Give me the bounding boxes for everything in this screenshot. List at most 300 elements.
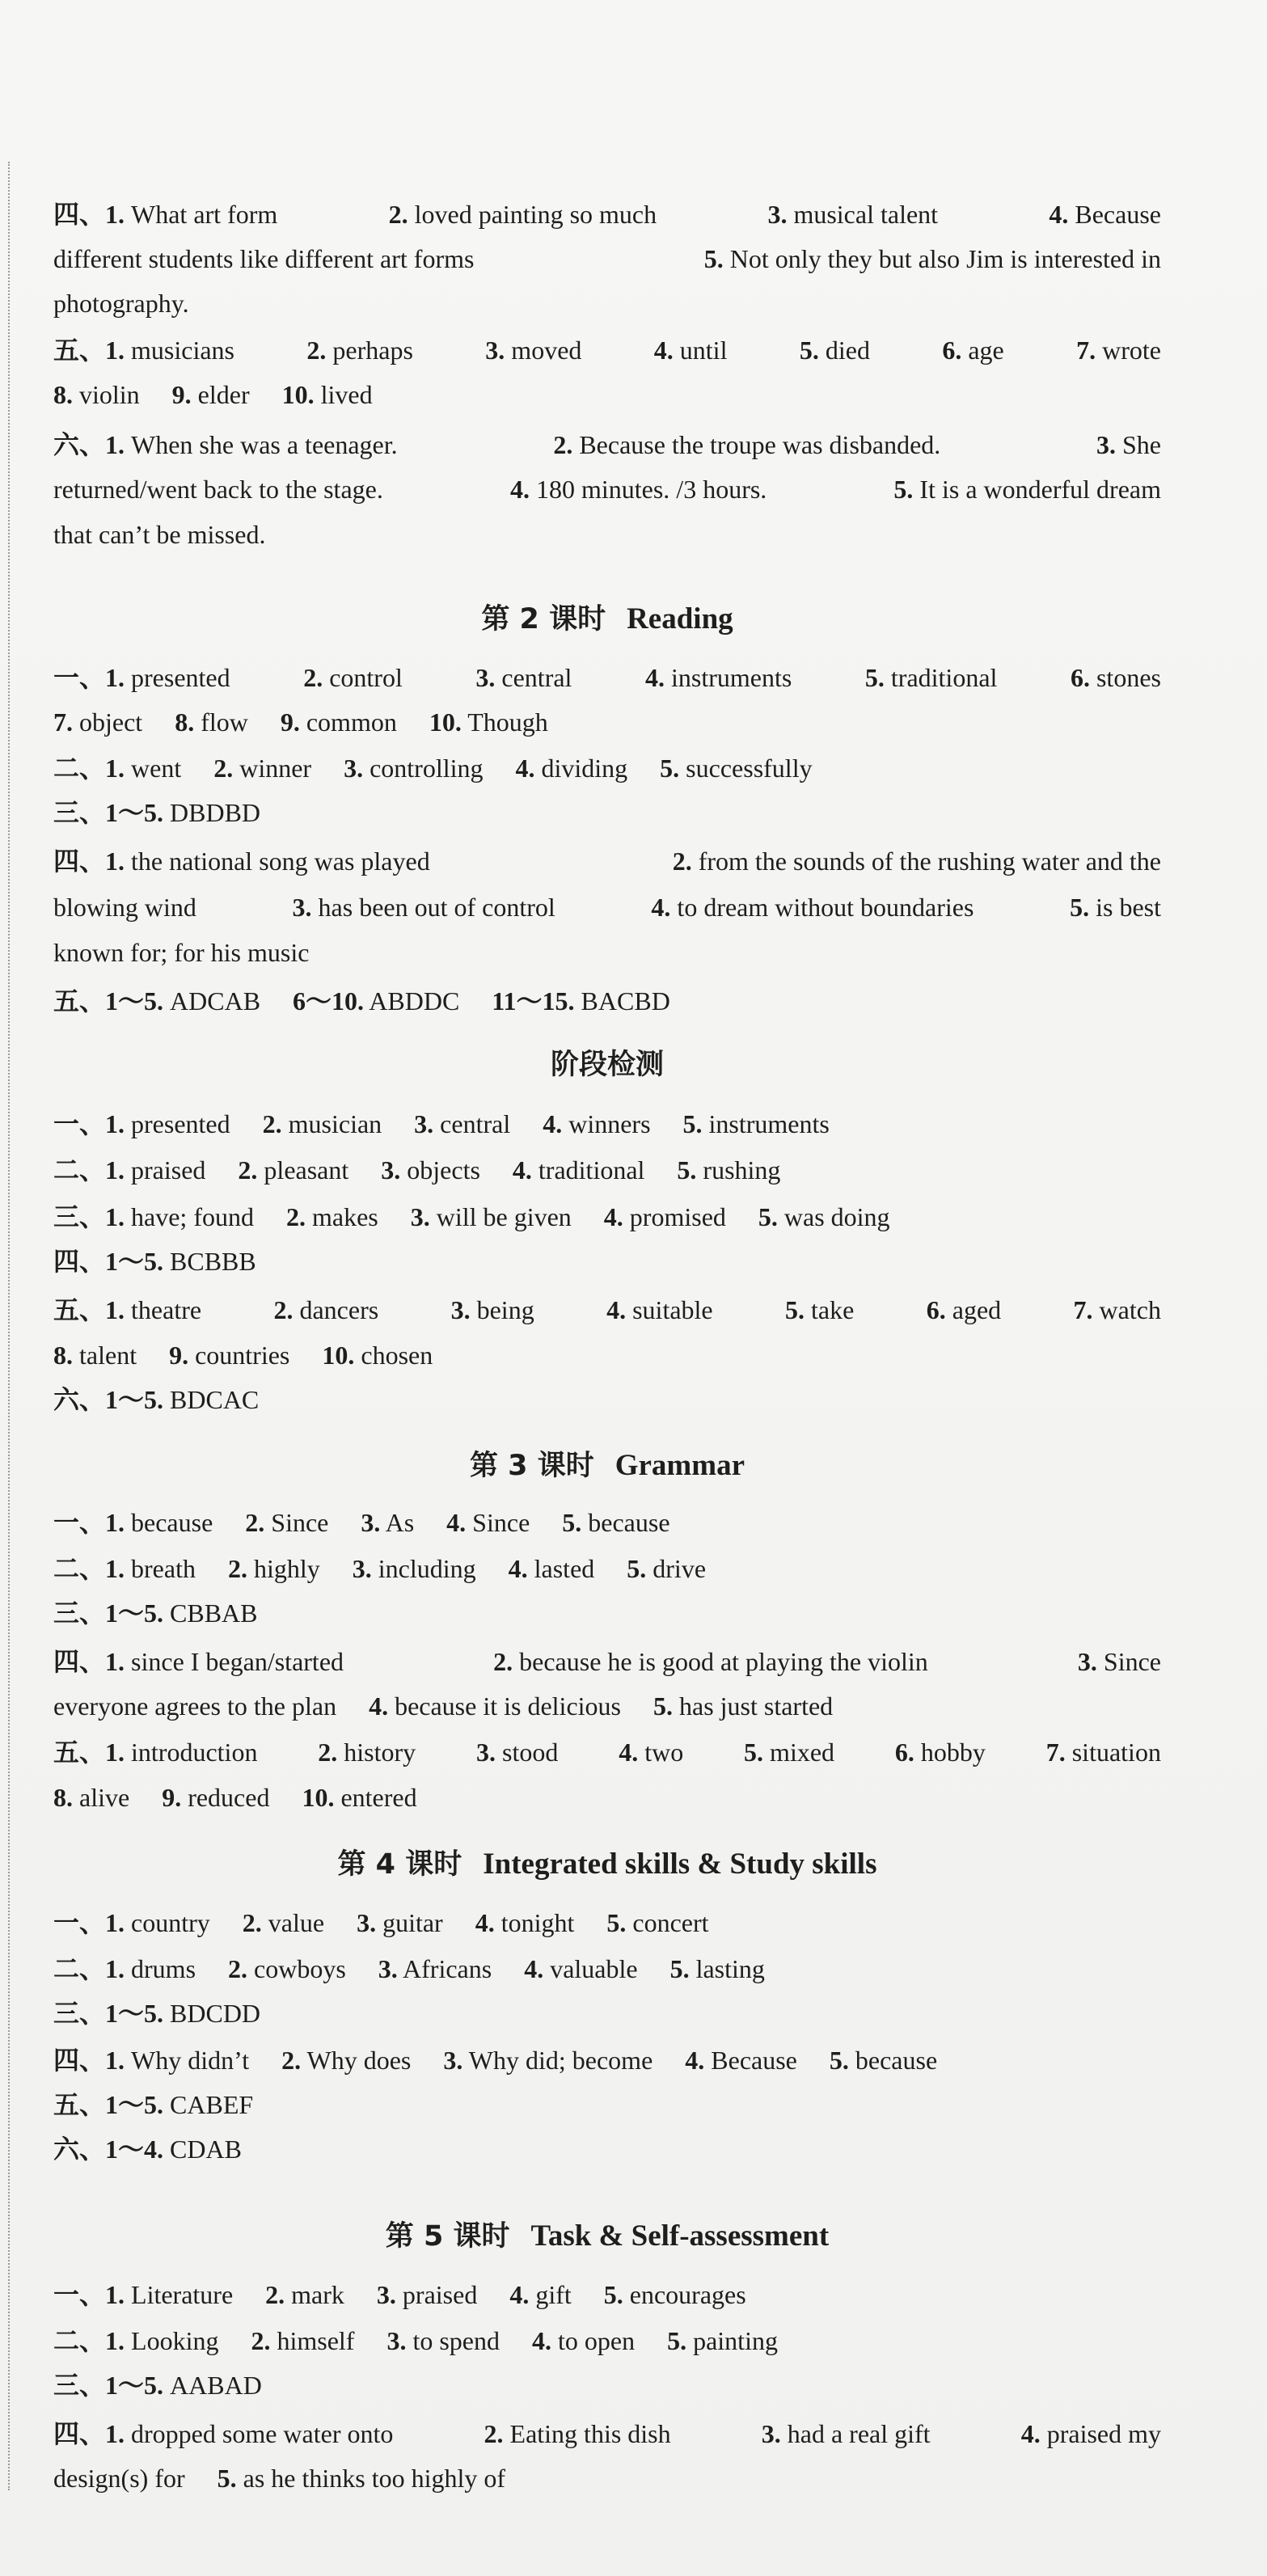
answer-item: 5. drive bbox=[627, 1554, 707, 1583]
answer-item: 五、1～5. CABEF bbox=[53, 2090, 254, 2119]
item-number: 一、1. bbox=[53, 2280, 125, 2309]
answer-line bbox=[53, 746, 813, 791]
item-number: 5. bbox=[1070, 893, 1090, 922]
answer-line bbox=[53, 1195, 890, 1239]
answer-line bbox=[53, 700, 548, 745]
answer-item: different students like different art forms bbox=[53, 244, 475, 273]
answer-item: known for; for his music bbox=[53, 938, 310, 967]
item-number: 10. bbox=[429, 707, 462, 737]
item-number: 5. bbox=[744, 1738, 764, 1767]
answer-item: 六、1～4. CDAB bbox=[53, 2135, 242, 2164]
item-number: 3. bbox=[292, 893, 312, 922]
answer-line bbox=[53, 1378, 259, 1422]
answer-item: 4. because it is delicious bbox=[369, 1691, 621, 1721]
answer-item: 3. stood bbox=[476, 1738, 559, 1767]
answer-item: 8. violin bbox=[53, 380, 140, 409]
item-number: 3. bbox=[767, 200, 788, 229]
answer-line bbox=[53, 2456, 505, 2501]
answer-item: 4. lasted bbox=[508, 1554, 595, 1583]
answer-item: 5. It is a wonderful dream bbox=[893, 475, 1161, 504]
item-number: 5. bbox=[682, 1109, 703, 1138]
answer-item: 2. cowboys bbox=[228, 1954, 346, 1983]
item-number: 四、1. bbox=[53, 2419, 125, 2448]
answer-item: 6. aged bbox=[926, 1295, 1002, 1324]
answer-item: 2. Why does bbox=[281, 2046, 412, 2075]
item-number: 四、1～5. bbox=[53, 1247, 164, 1276]
item-number: 三、1～5. bbox=[53, 1598, 164, 1628]
answer-item: 四、1～5. BCBBB bbox=[53, 1247, 256, 1276]
answer-line bbox=[53, 2127, 242, 2172]
item-number: 5. bbox=[799, 336, 819, 365]
item-number: 4. bbox=[1049, 200, 1069, 229]
item-number: 2. bbox=[242, 1908, 262, 1937]
section-heading-cn: 第 5 课时 bbox=[385, 2220, 510, 2253]
item-number: 2. bbox=[251, 2326, 271, 2355]
item-number: 四、1. bbox=[53, 2046, 125, 2075]
answer-item: 6. stones bbox=[1070, 663, 1161, 692]
item-number: 五、1. bbox=[53, 1738, 125, 1767]
item-number: 3. bbox=[410, 1202, 430, 1231]
item-number: 4. bbox=[619, 1738, 639, 1767]
answer-item: 4. praised my bbox=[1020, 2419, 1161, 2448]
answer-item: 三、1. have; found bbox=[53, 1202, 254, 1231]
item-number: 4. bbox=[531, 2326, 551, 2355]
answer-item: 11～15. BACBD bbox=[492, 986, 670, 1016]
item-number: 5. bbox=[758, 1202, 778, 1231]
item-number: 六、1. bbox=[53, 430, 125, 459]
item-number: 3. bbox=[357, 1908, 377, 1937]
item-number: 7. bbox=[1045, 1738, 1066, 1767]
answer-item: 5. as he thinks too highly of bbox=[217, 2464, 506, 2493]
answer-item: 5. died bbox=[799, 336, 870, 365]
item-number: 9. bbox=[162, 1783, 182, 1812]
answer-item: 六、1～5. BDCAC bbox=[53, 1385, 260, 1414]
item-number: 4. bbox=[645, 663, 665, 692]
answer-item: 4. gift bbox=[509, 2280, 572, 2309]
item-number: 8. bbox=[53, 1341, 73, 1370]
item-number: 4. bbox=[543, 1109, 563, 1138]
item-number: 四、1. bbox=[53, 847, 125, 876]
answer-line bbox=[53, 1591, 258, 1636]
answer-item: 2. makes bbox=[285, 1202, 378, 1231]
item-number: 4. bbox=[512, 1155, 532, 1185]
item-number: 一、1. bbox=[53, 1508, 125, 1537]
item-number: 2. bbox=[388, 200, 408, 229]
answer-item: 5. was doing bbox=[758, 1202, 890, 1231]
item-number: 二、1. bbox=[53, 1554, 125, 1583]
item-number: 4. bbox=[509, 475, 530, 504]
section-heading bbox=[53, 1043, 1161, 1087]
answer-line bbox=[53, 1148, 780, 1193]
answer-line bbox=[53, 2319, 778, 2363]
item-number: 二、1. bbox=[53, 1155, 125, 1185]
answer-item: 4. to open bbox=[531, 2326, 636, 2355]
item-number: 4. bbox=[369, 1691, 389, 1721]
item-number: 一、1. bbox=[53, 1109, 125, 1138]
item-number: 5. bbox=[217, 2464, 237, 2493]
answer-item: 4. until bbox=[653, 336, 728, 365]
item-number: 4. bbox=[603, 1202, 623, 1231]
item-number: 6. bbox=[926, 1295, 946, 1324]
item-number: 2. bbox=[281, 2046, 302, 2075]
answer-item: 2. control bbox=[303, 663, 403, 692]
answer-item: 六、1. When she was a teenager. bbox=[53, 430, 398, 459]
answer-line bbox=[53, 2273, 746, 2317]
answer-item: 4. valuable bbox=[524, 1954, 638, 1983]
answer-item: 2. because he is good at playing the violin bbox=[493, 1647, 928, 1676]
answer-item: 8. talent bbox=[53, 1341, 137, 1370]
item-number: 2. bbox=[672, 847, 692, 876]
item-number: 5. bbox=[703, 244, 724, 273]
item-number: 3. bbox=[485, 336, 505, 365]
answer-item: 二、1. praised bbox=[53, 1155, 206, 1185]
answer-line bbox=[53, 656, 1161, 700]
item-number: 三、1. bbox=[53, 1202, 125, 1231]
answer-item: 5. lasting bbox=[669, 1954, 765, 1983]
answer-item: 5. take bbox=[785, 1295, 855, 1324]
answer-item: 2. musician bbox=[262, 1109, 382, 1138]
item-number: 4. bbox=[508, 1554, 528, 1583]
answer-item: 4. to dream without boundaries bbox=[651, 893, 974, 922]
item-number: 二、1. bbox=[53, 1954, 125, 1983]
answer-item: 3. Africans bbox=[378, 1954, 492, 1983]
item-number: 4. bbox=[1020, 2419, 1041, 2448]
item-number: 4. bbox=[651, 893, 671, 922]
section-heading bbox=[53, 597, 1161, 642]
answer-item: design(s) for bbox=[53, 2464, 185, 2493]
answer-item: 4. two bbox=[619, 1738, 684, 1767]
answer-line bbox=[53, 839, 1161, 884]
answer-item: 3. Since bbox=[1077, 1647, 1161, 1676]
item-number: 一、1. bbox=[53, 1908, 125, 1937]
answer-item: 2. highly bbox=[227, 1554, 320, 1583]
answer-item: 二、1. breath bbox=[53, 1554, 196, 1583]
item-number: 2. bbox=[262, 1109, 282, 1138]
answer-item: 3. She bbox=[1096, 430, 1161, 459]
answer-line bbox=[53, 791, 260, 835]
answer-item: 7. object bbox=[53, 707, 143, 737]
answer-line bbox=[53, 1102, 830, 1147]
section-heading-en: Grammar bbox=[614, 1449, 745, 1482]
answer-item: 一、1. presented bbox=[53, 1109, 230, 1138]
answer-line bbox=[53, 328, 1161, 373]
item-number: 三、1～5. bbox=[53, 1999, 164, 2028]
item-number: 9. bbox=[171, 380, 192, 409]
item-number: 9. bbox=[280, 707, 300, 737]
answer-line bbox=[53, 885, 1161, 930]
answer-item: 4. instruments bbox=[645, 663, 792, 692]
answer-item: 5. Not only they but also Jim is interested in bbox=[703, 244, 1161, 273]
answer-item: 3. objects bbox=[381, 1155, 480, 1185]
item-number: 五、1～5. bbox=[53, 2090, 164, 2119]
answer-item: 2. Since bbox=[245, 1508, 329, 1537]
item-number: 11～15. bbox=[492, 986, 575, 1016]
answer-line bbox=[53, 2038, 937, 2083]
answer-item: 三、1～5. AABAD bbox=[53, 2371, 262, 2400]
answer-item: 4. dividing bbox=[515, 754, 628, 783]
item-number: 3. bbox=[378, 1954, 398, 1983]
answer-item: 五、1. introduction bbox=[53, 1738, 258, 1767]
item-number: 五、1. bbox=[53, 336, 125, 365]
answer-line bbox=[53, 513, 265, 557]
answer-item: 3. Why did; become bbox=[443, 2046, 653, 2075]
item-number: 2. bbox=[306, 336, 327, 365]
answer-line bbox=[53, 1776, 417, 1820]
item-number: 二、1. bbox=[53, 754, 125, 783]
item-number: 5. bbox=[606, 1908, 627, 1937]
answer-line bbox=[53, 1501, 670, 1545]
item-number: 6. bbox=[894, 1738, 914, 1767]
item-number: 4. bbox=[653, 336, 674, 365]
answer-item: 3. central bbox=[475, 663, 572, 692]
item-number: 5. bbox=[562, 1508, 582, 1537]
section-heading-en: Reading bbox=[627, 602, 733, 636]
item-number: 5. bbox=[669, 1954, 690, 1983]
answer-item: 5. traditional bbox=[864, 663, 998, 692]
item-number: 四、1. bbox=[53, 200, 125, 229]
answer-item: 3. including bbox=[352, 1554, 476, 1583]
answer-item: 一、1. presented bbox=[53, 663, 230, 692]
answer-item: 3. will be given bbox=[410, 1202, 572, 1231]
item-number: 六、1～5. bbox=[53, 1385, 164, 1414]
answer-item: 2. mark bbox=[265, 2280, 344, 2309]
answer-line bbox=[53, 1684, 833, 1729]
answer-item: 6. hobby bbox=[894, 1738, 986, 1767]
answer-item: 5. because bbox=[829, 2046, 938, 2075]
item-number: 2. bbox=[228, 1954, 248, 1983]
answer-item: 4. Because bbox=[685, 2046, 797, 2075]
answer-item: 4. tonight bbox=[475, 1908, 575, 1937]
answer-item: 四、1. dropped some water onto bbox=[53, 2419, 394, 2448]
answer-item: 四、1. since I began/started bbox=[53, 1647, 344, 1676]
answer-line bbox=[53, 979, 670, 1024]
answer-line bbox=[53, 373, 373, 417]
item-number: 5. bbox=[893, 475, 914, 504]
answer-item: that can’t be missed. bbox=[53, 520, 266, 549]
item-number: 5. bbox=[785, 1295, 805, 1324]
item-number: 5. bbox=[667, 2326, 687, 2355]
answer-line bbox=[53, 1239, 256, 1284]
item-number: 5. bbox=[864, 663, 885, 692]
answer-item: 10. lived bbox=[281, 380, 373, 409]
item-number: 9. bbox=[169, 1341, 189, 1370]
answer-item: 9. elder bbox=[171, 380, 250, 409]
answer-item: 7. situation bbox=[1045, 1738, 1161, 1767]
answer-item: 四、1. What art form bbox=[53, 200, 278, 229]
item-number: 3. bbox=[443, 2046, 463, 2075]
answer-item: 2. perhaps bbox=[306, 336, 413, 365]
answer-item: 3. controlling bbox=[344, 754, 484, 783]
item-number: 6. bbox=[1070, 663, 1090, 692]
item-number: 5. bbox=[653, 1691, 673, 1721]
answer-item: blowing wind bbox=[53, 893, 196, 922]
answer-item: 4. 180 minutes. /3 hours. bbox=[509, 475, 767, 504]
answer-item: 5. has just started bbox=[653, 1691, 834, 1721]
item-number: 一、1. bbox=[53, 663, 125, 692]
answer-line bbox=[53, 1730, 1161, 1775]
section-heading-en: Task & Self-assessment bbox=[530, 2219, 830, 2253]
answer-item: 3. praised bbox=[376, 2280, 478, 2309]
item-number: 10. bbox=[322, 1341, 355, 1370]
item-number: 3. bbox=[1077, 1647, 1097, 1676]
answer-item: 4. traditional bbox=[512, 1155, 645, 1185]
item-number: 5. bbox=[627, 1554, 647, 1583]
answer-item: 三、1～5. CBBAB bbox=[53, 1598, 258, 1628]
answer-item: 二、1. drums bbox=[53, 1954, 196, 1983]
answer-item: 5. concert bbox=[606, 1908, 709, 1937]
item-number: 7. bbox=[1073, 1295, 1093, 1324]
item-number: 2. bbox=[285, 1202, 306, 1231]
answer-line bbox=[53, 1640, 1161, 1684]
item-number: 4. bbox=[515, 754, 535, 783]
answer-item: 一、1. Literature bbox=[53, 2280, 234, 2309]
section-heading bbox=[53, 1443, 1161, 1489]
item-number: 7. bbox=[1076, 336, 1096, 365]
item-number: 5. bbox=[677, 1155, 697, 1185]
item-number: 10. bbox=[281, 380, 315, 409]
answer-line bbox=[53, 1333, 433, 1378]
answer-line bbox=[53, 281, 189, 326]
answer-item: 10. chosen bbox=[322, 1341, 433, 1370]
answer-item: 一、1. country bbox=[53, 1908, 210, 1937]
answer-item: 10. Though bbox=[429, 707, 548, 737]
answer-item: returned/went back to the stage. bbox=[53, 475, 383, 504]
answer-item: 3. musical talent bbox=[767, 200, 939, 229]
item-number: 6～10. bbox=[293, 986, 365, 1016]
item-number: 2. bbox=[227, 1554, 247, 1583]
item-number: 三、1～5. bbox=[53, 798, 164, 827]
answer-item: 4. Because bbox=[1049, 200, 1161, 229]
answer-item: 二、1. Looking bbox=[53, 2326, 219, 2355]
section-heading-cn: 第 2 课时 bbox=[481, 603, 606, 636]
binding-margin-rule bbox=[8, 162, 10, 2490]
item-number: 四、1. bbox=[53, 1647, 125, 1676]
item-number: 3. bbox=[344, 754, 364, 783]
item-number: 3. bbox=[761, 2419, 781, 2448]
answer-item: 5. mixed bbox=[744, 1738, 835, 1767]
answer-line bbox=[53, 237, 1161, 281]
answer-item: 3. had a real gift bbox=[761, 2419, 931, 2448]
answer-item: 3. has been out of control bbox=[292, 893, 555, 922]
answer-item: 2. Because the troupe was disbanded. bbox=[553, 430, 941, 459]
answer-item: 8. alive bbox=[53, 1783, 130, 1812]
answer-item: 2. Eating this dish bbox=[484, 2419, 671, 2448]
answer-item: 9. reduced bbox=[162, 1783, 270, 1812]
answer-item: 2. value bbox=[242, 1908, 325, 1937]
answer-item: 2. from the sounds of the rushing water and the bbox=[672, 847, 1161, 876]
answer-item: 5. rushing bbox=[677, 1155, 781, 1185]
answer-item: 3. to spend bbox=[386, 2326, 500, 2355]
answer-line bbox=[53, 2412, 1161, 2456]
answer-item: 10. entered bbox=[302, 1783, 417, 1812]
item-number: 6. bbox=[942, 336, 962, 365]
item-number: 4. bbox=[446, 1508, 467, 1537]
answer-item: 二、1. went bbox=[53, 754, 182, 783]
answer-item: 2. himself bbox=[251, 2326, 355, 2355]
answer-item: 3. central bbox=[414, 1109, 511, 1138]
answer-item: 4. winners bbox=[543, 1109, 651, 1138]
item-number: 4. bbox=[475, 1908, 495, 1937]
answer-item: 8. flow bbox=[175, 707, 248, 737]
answer-item: 5. successfully bbox=[660, 754, 813, 783]
answer-item: 三、1～5. DBDBD bbox=[53, 798, 261, 827]
item-number: 五、1～5. bbox=[53, 986, 164, 1016]
item-number: 六、1～4. bbox=[53, 2135, 164, 2164]
item-number: 3. bbox=[450, 1295, 471, 1324]
section-heading-cn: 第 4 课时 bbox=[337, 1848, 462, 1881]
answer-item: 五、1～5. ADCAB bbox=[53, 986, 261, 1016]
item-number: 5. bbox=[660, 754, 680, 783]
answer-item: 6. age bbox=[942, 336, 1004, 365]
answer-line bbox=[53, 423, 1161, 467]
answer-item: 7. wrote bbox=[1076, 336, 1161, 365]
section-heading-cn: 第 3 课时 bbox=[469, 1450, 594, 1482]
section-heading bbox=[53, 1842, 1161, 1887]
answer-item: 9. countries bbox=[169, 1341, 290, 1370]
answer-line bbox=[53, 1547, 706, 1591]
answer-line bbox=[53, 2083, 253, 2127]
answer-item: 2. pleasant bbox=[238, 1155, 349, 1185]
item-number: 3. bbox=[352, 1554, 372, 1583]
item-number: 3. bbox=[361, 1508, 381, 1537]
item-number: 3. bbox=[475, 663, 496, 692]
answer-item: 5. encourages bbox=[603, 2280, 746, 2309]
item-number: 8. bbox=[53, 380, 73, 409]
item-number: 2. bbox=[303, 663, 323, 692]
item-number: 3. bbox=[376, 2280, 396, 2309]
item-number: 5. bbox=[829, 2046, 849, 2075]
answer-item: 2. winner bbox=[213, 754, 312, 783]
item-number: 10. bbox=[302, 1783, 335, 1812]
answer-item: 3. guitar bbox=[357, 1908, 443, 1937]
answer-item: 5. is best bbox=[1070, 893, 1161, 922]
item-number: 3. bbox=[414, 1109, 434, 1138]
item-number: 2. bbox=[553, 430, 573, 459]
answer-item: 三、1～5. BDCDD bbox=[53, 1999, 261, 2028]
answer-item: 一、1. because bbox=[53, 1508, 213, 1537]
answer-line bbox=[53, 1947, 765, 1991]
item-number: 3. bbox=[381, 1155, 401, 1185]
section-heading bbox=[53, 2214, 1161, 2259]
answer-line bbox=[53, 1901, 709, 1945]
item-number: 2. bbox=[493, 1647, 513, 1676]
answer-line bbox=[53, 192, 1161, 237]
answer-item: 5. instruments bbox=[682, 1109, 830, 1138]
item-number: 3. bbox=[1096, 430, 1116, 459]
item-number: 4. bbox=[685, 2046, 705, 2075]
item-number: 4. bbox=[509, 2280, 530, 2309]
answer-item: 3. As bbox=[361, 1508, 415, 1537]
item-number: 二、1. bbox=[53, 2326, 125, 2355]
answer-item: 3. being bbox=[450, 1295, 534, 1324]
answer-item: 5. painting bbox=[667, 2326, 778, 2355]
item-number: 4. bbox=[606, 1295, 627, 1324]
answer-item: 2. loved painting so much bbox=[388, 200, 657, 229]
item-number: 7. bbox=[53, 707, 73, 737]
item-number: 2. bbox=[245, 1508, 265, 1537]
item-number: 4. bbox=[524, 1954, 544, 1983]
item-number: 5. bbox=[603, 2280, 623, 2309]
section-heading-en: Integrated skills & Study skills bbox=[483, 1848, 877, 1881]
answer-line bbox=[53, 931, 309, 975]
item-number: 8. bbox=[53, 1783, 73, 1812]
answer-item: everyone agrees to the plan bbox=[53, 1691, 337, 1721]
answer-item: 四、1. the national song was played bbox=[53, 847, 430, 876]
item-number: 2. bbox=[265, 2280, 285, 2309]
item-number: 3. bbox=[476, 1738, 496, 1767]
item-number: 2. bbox=[484, 2419, 504, 2448]
answer-item: 4. suitable bbox=[606, 1295, 713, 1324]
